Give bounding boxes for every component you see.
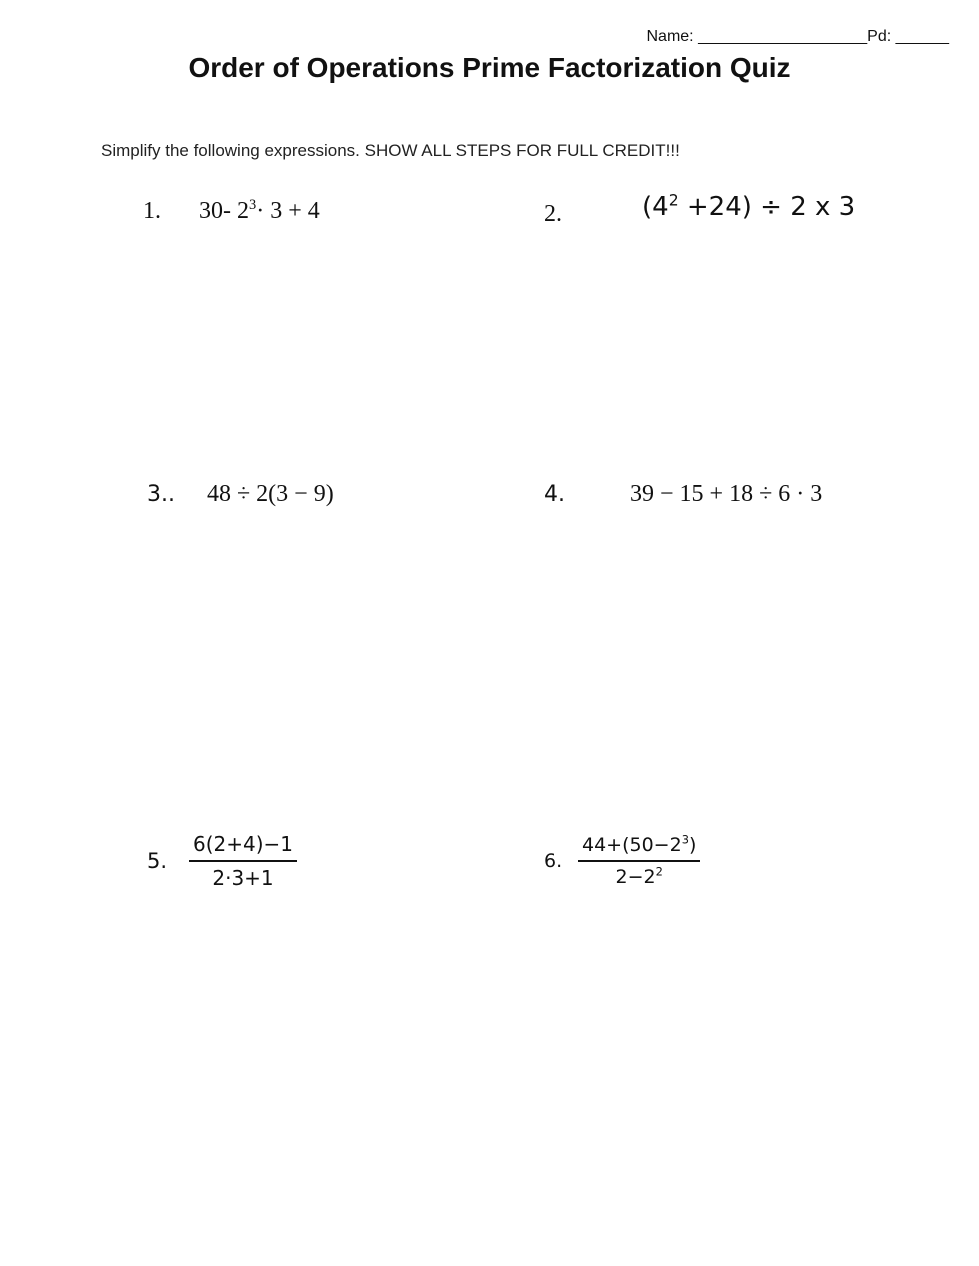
problem-expression: 30- $2^3\cdot 3 + 4$ <box>199 197 320 224</box>
fraction-numerator: $44+(50-2^3)$ <box>578 834 700 862</box>
problem-1 <box>143 198 320 225</box>
problem-number: 6. <box>544 850 563 872</box>
name-period-line: Name: ___________________Pd: ______ <box>646 28 949 45</box>
problem-3 <box>147 481 334 508</box>
problem-expression: $(4^2 +24) \div 2$ x 3 <box>642 191 856 222</box>
problem-2 <box>544 192 855 228</box>
fraction-numerator: 6(2+4)−1 <box>189 832 297 862</box>
problem-number: 5. <box>147 849 168 873</box>
problem-5 <box>147 832 297 890</box>
problem-expression: 39 − 15 + 18 ÷ 6 · 3 <box>630 481 823 507</box>
fraction-denominator: 2·3+1 <box>212 866 274 890</box>
fraction-expression <box>578 834 700 888</box>
instructions: Simplify the following expressions. SHOW ALL STEPS FOR FULL CREDIT!!! <box>101 141 680 160</box>
problem-number: 3.. <box>147 482 175 507</box>
problem-number: 4. <box>544 482 565 507</box>
problem-number: 2. <box>544 201 562 227</box>
problem-4 <box>544 481 822 508</box>
problem-expression: 48 ÷ 2(3 − 9) <box>207 481 334 507</box>
page-title: Order of Operations Prime Factorization Quiz <box>188 52 791 83</box>
fraction-denominator: $2-2^2$ <box>615 864 663 888</box>
problem-6 <box>544 834 700 888</box>
problem-number: 1. <box>143 198 161 224</box>
fraction-expression <box>189 832 297 890</box>
